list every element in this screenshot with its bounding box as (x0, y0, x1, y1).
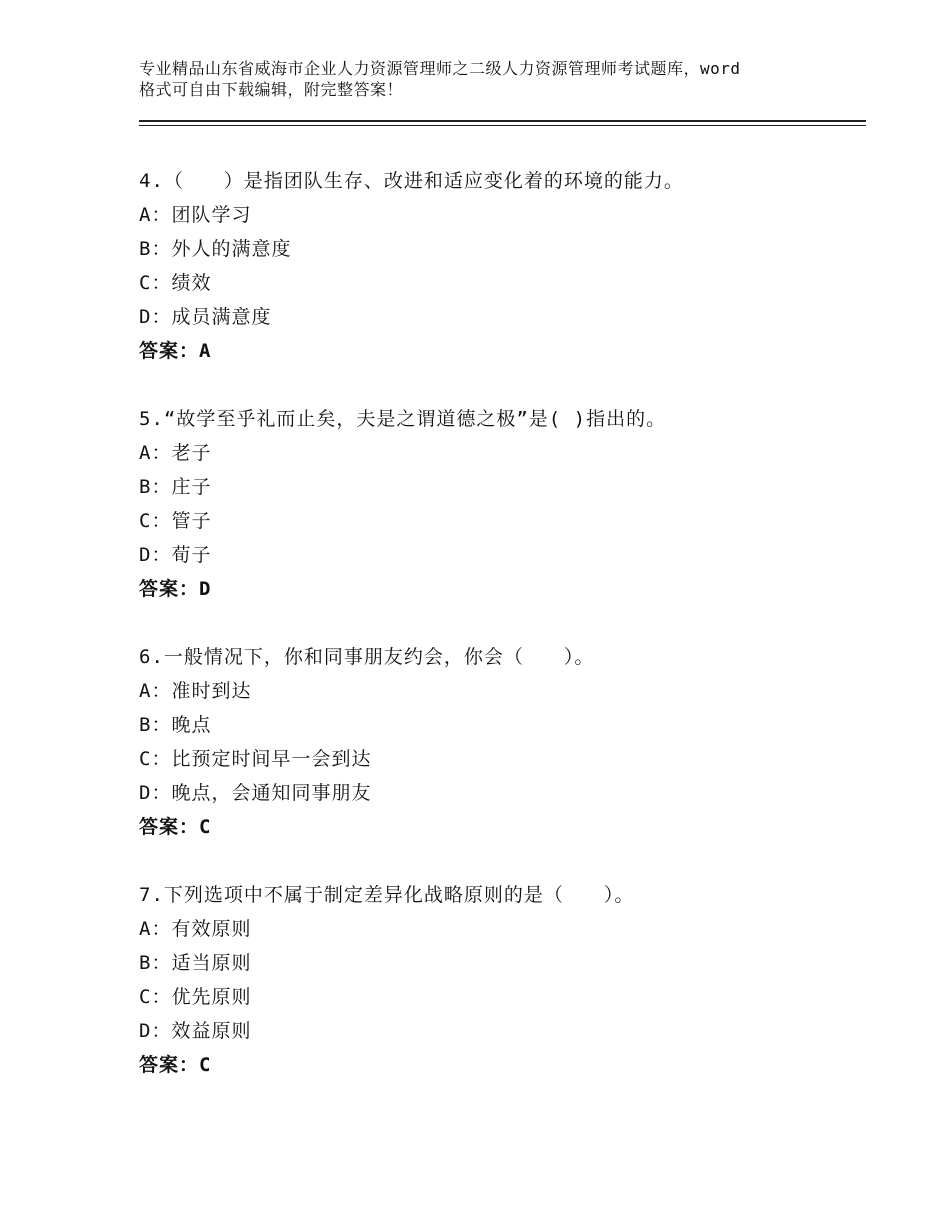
header-line-2: 格式可自由下载编辑，附完整答案！ (139, 80, 404, 99)
option-d: D：成员满意度 (139, 306, 272, 328)
answer-label: 答案： (139, 340, 200, 362)
option-c: C：优先原则 (139, 986, 252, 1008)
header-line-1: 专业精品山东省威海市企业人力资源管理师之二级人力资源管理师考试题库，word (139, 59, 741, 78)
option-c: C：比预定时间早一会到达 (139, 748, 372, 770)
option-d: D：晚点，会通知同事朋友 (139, 782, 372, 804)
answer-line (139, 810, 879, 844)
question-list (139, 164, 879, 1116)
question-stem: 6.一般情况下，你和同事朋友约会，你会（ ）。 (139, 646, 595, 668)
answer-label: 答案： (139, 578, 200, 600)
option-d: D：效益原则 (139, 1020, 252, 1042)
option-b: B：适当原则 (139, 952, 252, 974)
option-d: D：荀子 (139, 544, 212, 566)
answer-label: 答案： (139, 816, 200, 838)
option-b: B：庄子 (139, 476, 212, 498)
answer-line (139, 334, 879, 368)
option-a: A：老子 (139, 442, 212, 464)
question-6 (139, 640, 879, 844)
question-7 (139, 878, 879, 1082)
question-stem: 4.（ ）是指团队生存、改进和适应变化着的环境的能力。 (139, 170, 684, 192)
option-a: A：团队学习 (139, 204, 252, 226)
option-b: B：外人的满意度 (139, 238, 292, 260)
question-stem: 7.下列选项中不属于制定差异化战略原则的是（ ）。 (139, 884, 635, 906)
header-divider (139, 120, 866, 126)
option-a: A：准时到达 (139, 680, 252, 702)
document-header (139, 58, 839, 100)
option-b: B：晚点 (139, 714, 212, 736)
option-c: C：绩效 (139, 272, 212, 294)
answer-label: 答案： (139, 1054, 200, 1076)
question-4 (139, 164, 879, 368)
question-stem: 5.“故学至乎礼而止矣，夫是之谓道德之极”是( )指出的。 (139, 408, 667, 430)
answer-line (139, 1048, 879, 1082)
option-c: C：管子 (139, 510, 212, 532)
question-5 (139, 402, 879, 606)
option-a: A：有效原则 (139, 918, 252, 940)
answer-value: D (199, 578, 212, 600)
answer-value: A (199, 340, 212, 362)
answer-value: C (199, 1054, 212, 1076)
answer-line (139, 572, 879, 606)
answer-value: C (199, 816, 212, 838)
